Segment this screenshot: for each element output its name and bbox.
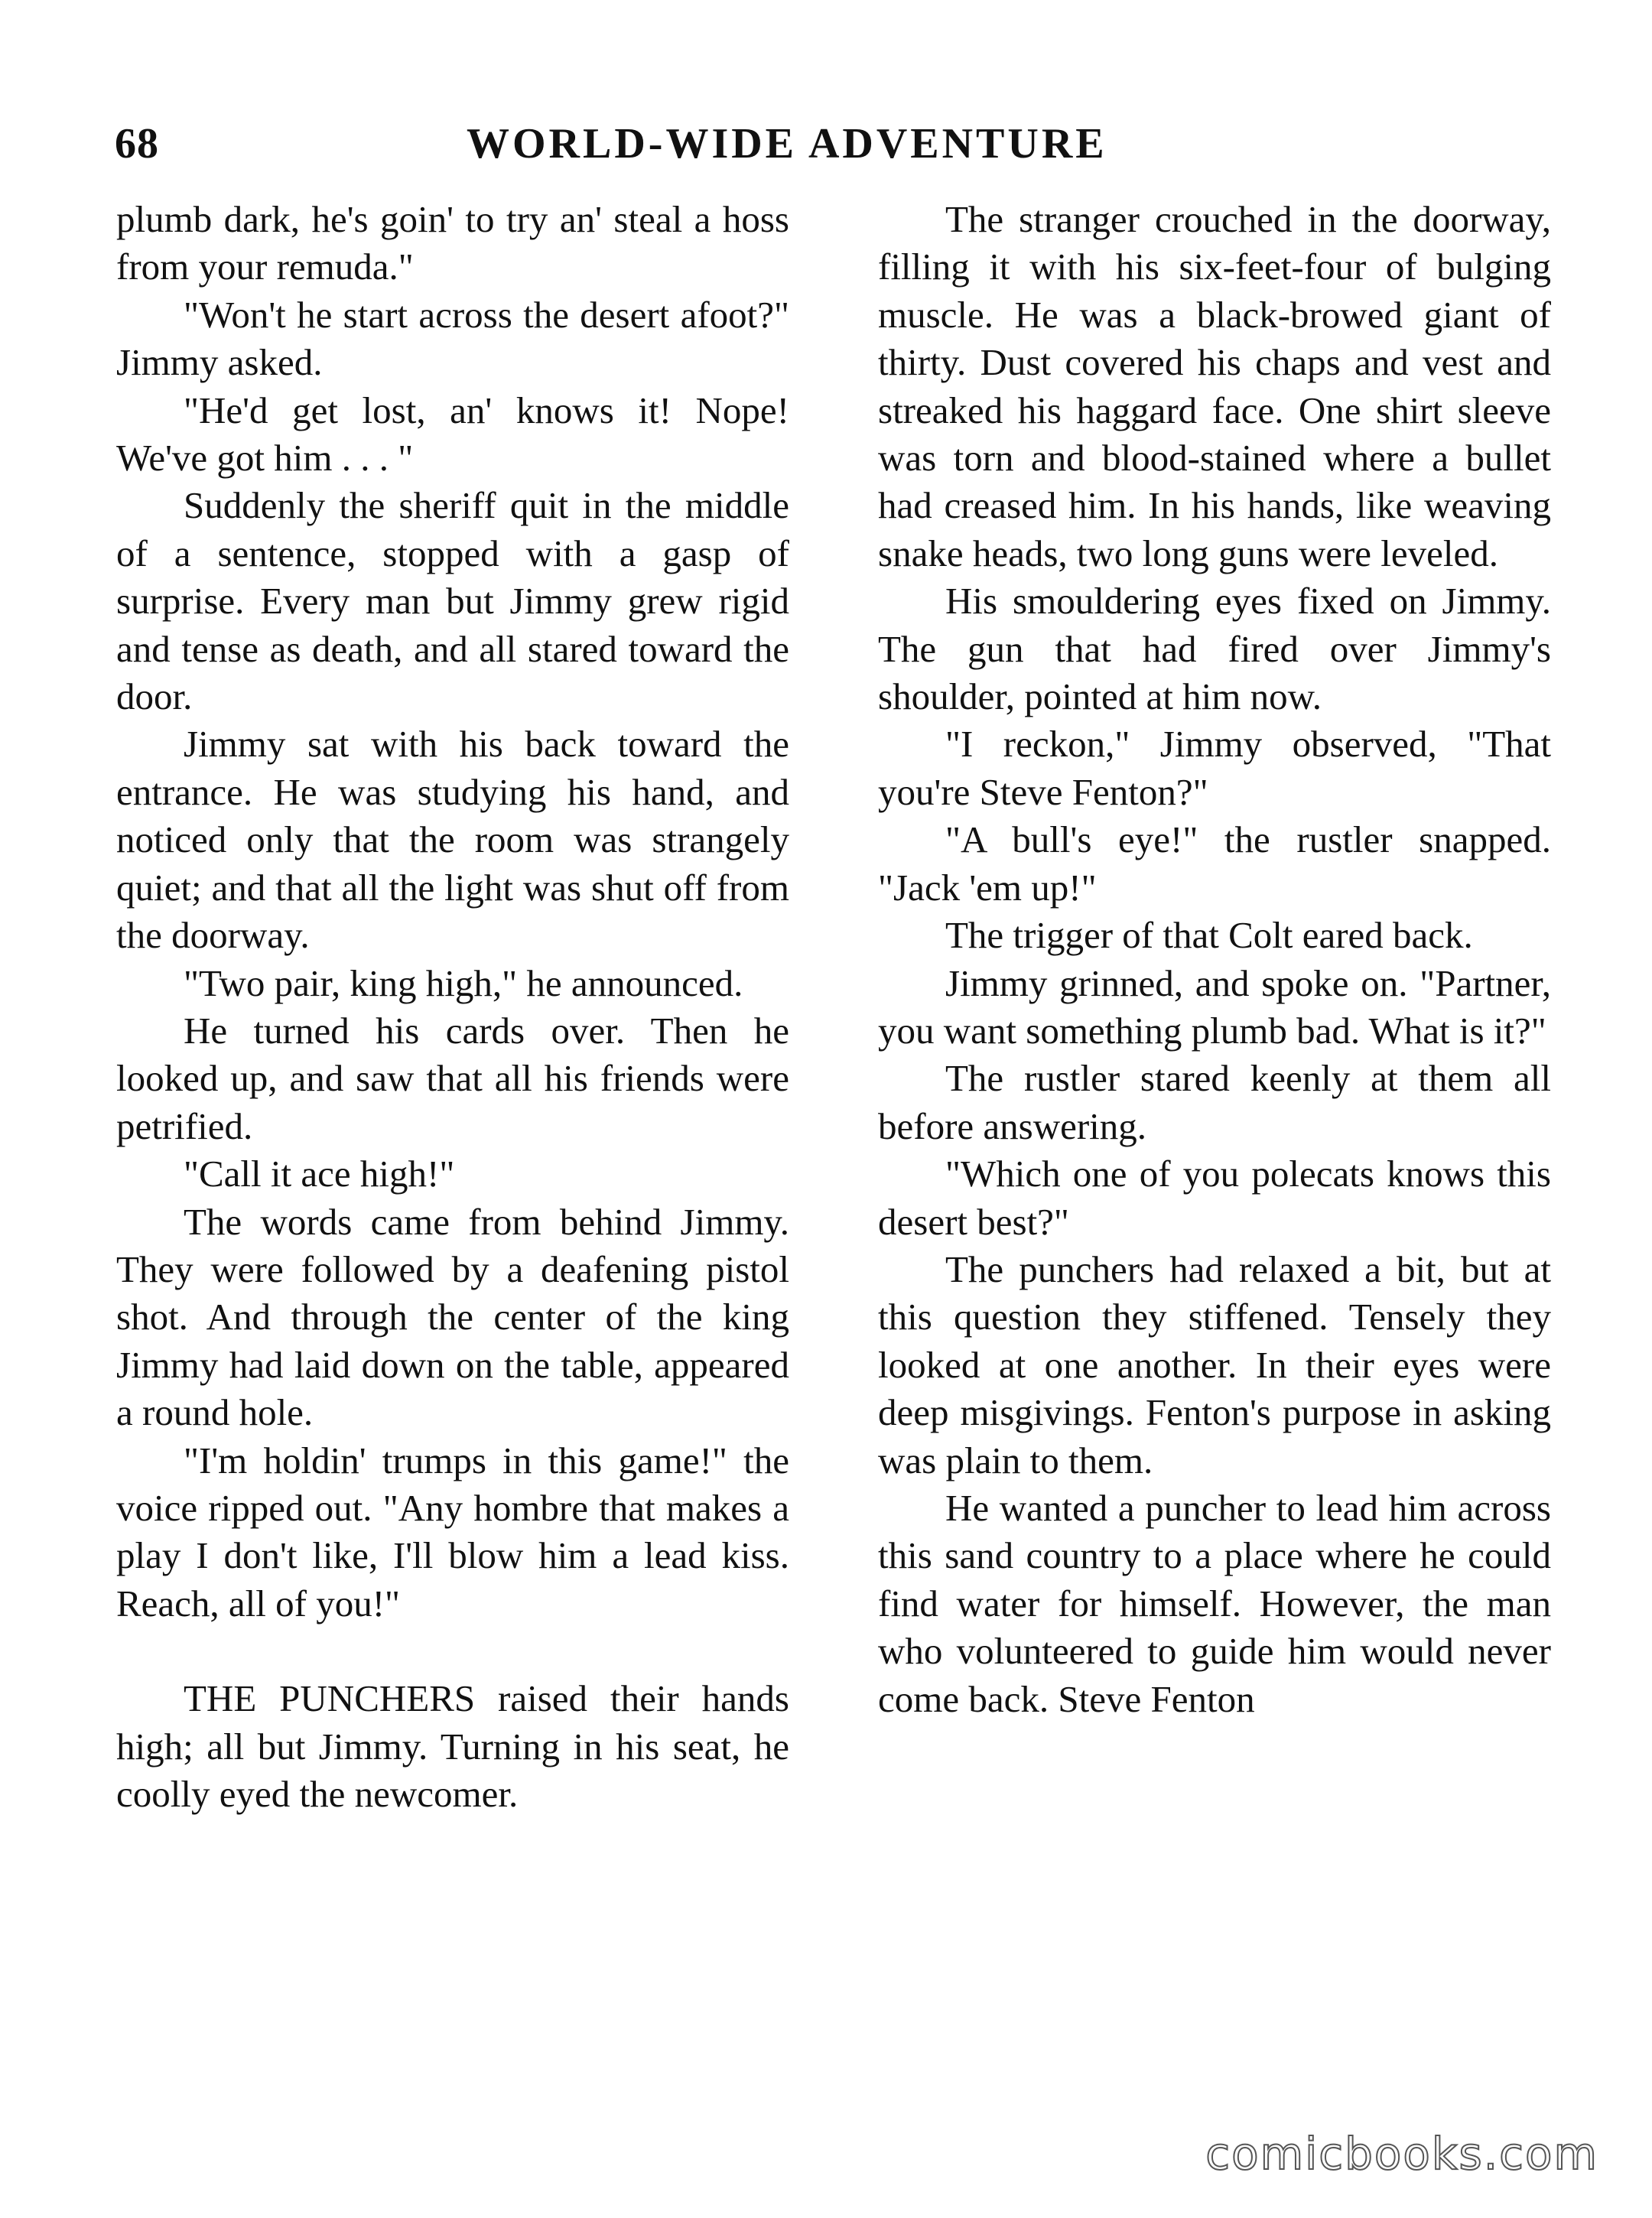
paragraph: "A bull's eye!" the rustler snapped. "Jack 'em up!"	[878, 818, 1551, 909]
paragraph: "I'm holdin' trumps in this game!" the voice ripped out. "Any hombre that makes a play I don't like, I'll blow him a lead kiss. Reach, all of you!"	[116, 1439, 789, 1624]
paragraph: "I reckon," Jimmy observed, "That you're Steve Fenton?"	[878, 723, 1551, 813]
paragraph: He turned his cards over. Then he looked up, and saw that all his friends were petrified.	[116, 1009, 789, 1147]
paragraph: The rustler stared keenly at them all before answering.	[878, 1057, 1551, 1147]
running-title: WORLD-WIDE ADVENTURE	[467, 120, 1107, 167]
paragraph: "He'd get lost, an' knows it! Nope! We've got him . . . "	[116, 389, 789, 480]
left-column	[116, 196, 789, 1818]
paragraph: "Won't he start across the desert afoot?" Jimmy asked.	[116, 293, 789, 384]
paragraph: The words came from behind Jimmy. They were followed by a deafening pistol shot. And through the center of the king Jimmy had laid down on the table, appeared a round hole.	[116, 1200, 789, 1434]
paragraph: His smouldering eyes fixed on Jimmy. The gun that had fired over Jimmy's shoulder, pointed at him now.	[878, 580, 1551, 718]
page-header	[115, 119, 1537, 173]
paragraph: The stranger crouched in the doorway, filling it with his six-feet-four of bulging muscle. He was a black-browed giant of thirty. Dust covered his chaps and vest and streaked his haggard face. One shirt sleeve was torn and blood-stained where a bullet had creased him. In his hands, like weaving snake heads, two long guns were leveled.	[878, 198, 1551, 574]
paragraph: "Two pair, king high," he announced.	[184, 961, 743, 1004]
paragraph: Jimmy grinned, and spoke on. "Partner, you want something plumb bad. What is it?"	[878, 961, 1551, 1052]
page-number: 68	[115, 120, 159, 167]
watermark-logo: comicbooks.com	[1205, 2128, 1598, 2180]
paragraph: The punchers had relaxed a bit, but at this question they stiffened. Tensely they looked at one another. In their eyes were deep misgivings. Fenton's purpose in asking was plain to them.	[878, 1247, 1551, 1481]
paragraph: The trigger of that Colt eared back.	[945, 914, 1473, 957]
paragraph: plumb dark, he's goin' to try an' steal a hoss from your remuda."	[116, 198, 789, 288]
section-opening-paragraph: THE PUNCHERS raised their hands high; all but Jimmy. Turning in his seat, he coolly eyed the newcomer.	[116, 1677, 789, 1815]
paragraph: Suddenly the sheriff quit in the middle of a sentence, stopped with a gasp of surprise. Every man but Jimmy grew rigid and tense as death, and all stared toward the door.	[116, 484, 789, 718]
paragraph: "Call it ace high!"	[184, 1153, 455, 1195]
paragraph: He wanted a puncher to lead him across this sand country to a place where he could find water for himself. However, the man who volunteered to guide him would never come back. Steve Fenton	[878, 1486, 1551, 1720]
paragraph: "Which one of you polecats knows this desert best?"	[878, 1153, 1551, 1243]
right-column	[878, 196, 1551, 1723]
paragraph: Jimmy sat with his back toward the entrance. He was studying his hand, and noticed only that the room was strangely quiet; and that all the light was shut off from the doorway.	[116, 723, 789, 957]
